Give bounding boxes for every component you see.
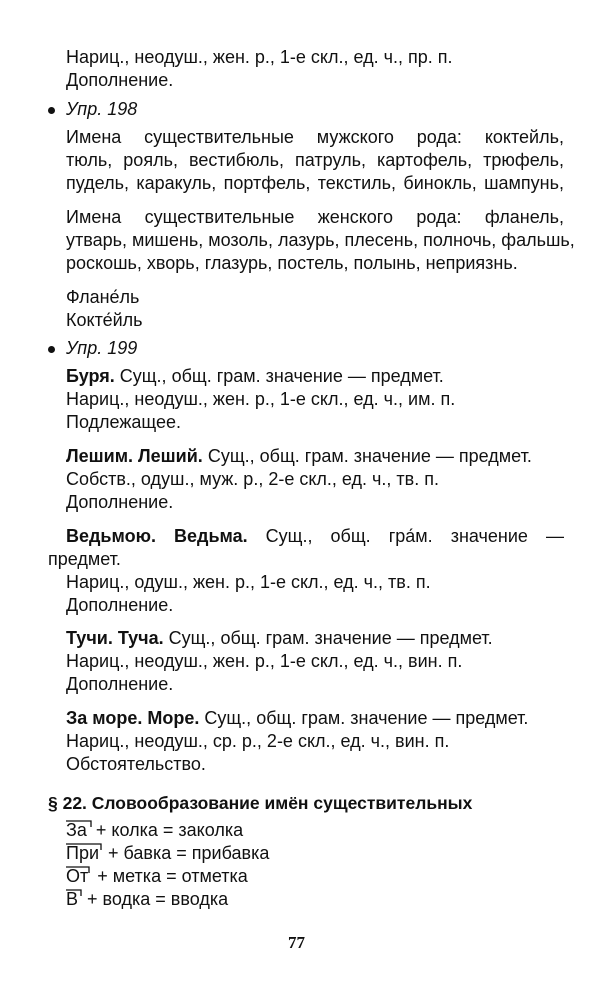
analysis-text: Сущ., общ. грам. значение — предмет. [163, 628, 493, 648]
example-rest: + колка = заколка [90, 820, 244, 840]
prefix-morpheme: За [66, 819, 91, 841]
paragraph-line: тюль, рояль, вестибюль, патруль, картофель, трюфель, [66, 150, 564, 170]
analysis-line: Нариц., неодуш., жен. р., 1-е скл., ед. ч., им. п. [66, 389, 456, 409]
section-title: § 22. Словообразование имён существительных [48, 793, 473, 813]
analysis-role: Дополнение. [66, 492, 174, 512]
analysis-header [66, 627, 493, 649]
stressed-word: Флане́ль [66, 287, 140, 307]
analysis-header [66, 707, 528, 729]
analysis-text: Сущ., общ. гра́м. значение — [247, 526, 564, 546]
analysis-role: Подлежащее. [66, 412, 182, 432]
analysis-line: Собств., одуш., муж. р., 2-е скл., ед. ч., тв. п. [66, 469, 439, 489]
analysis-role: Обстоятельство. [66, 754, 206, 774]
analysis-header [66, 445, 532, 467]
example-rest: + метка = отметка [92, 866, 248, 886]
prefix-morpheme: При [66, 842, 103, 864]
paragraph-line: пудель, каракуль, портфель, текстиль, бинокль, шампунь, [66, 173, 564, 193]
analysis-continuation: предмет. [48, 549, 121, 569]
prefix-mark-icon [65, 820, 95, 828]
word-formation-example [66, 842, 269, 864]
bullet-icon [48, 107, 55, 114]
example-rest: + бавка = прибавка [103, 843, 270, 863]
analysis-word: Ведьмою. Ведьма. [66, 526, 248, 546]
word-formation-example [66, 865, 248, 887]
bullet-icon [48, 346, 55, 353]
analysis-word: Лешим. Леший. [66, 446, 203, 466]
word-formation-example [66, 888, 228, 910]
grammar-role: Дополнение. [66, 70, 174, 90]
analysis-text: Сущ., общ. грам. значение — предмет. [202, 446, 532, 466]
example-rest: + водка = вводка [82, 889, 229, 909]
prefix-mark-icon [65, 889, 85, 897]
analysis-word: Тучи. Туча. [66, 628, 164, 648]
grammar-line: Нариц., неодуш., жен. р., 1-е скл., ед. ч., пр. п. [66, 47, 453, 67]
analysis-word: Буря. [66, 366, 115, 386]
prefix-morpheme: От [66, 865, 92, 887]
prefix-morpheme: В [66, 888, 82, 910]
analysis-role: Дополнение. [66, 674, 174, 694]
analysis-line: Нариц., неодуш., жен. р., 1-е скл., ед. ч., вин. п. [66, 651, 463, 671]
prefix-mark-icon [65, 843, 105, 851]
paragraph-line: утварь, мишень, мозоль, лазурь, плесень, полночь, фальшь, [66, 230, 575, 250]
exercise-heading: Упр. 198 [66, 99, 138, 119]
paragraph-line: Имена существительные женского рода: фланель, [66, 207, 564, 227]
exercise-heading: Упр. 199 [66, 338, 138, 358]
analysis-header [66, 525, 564, 547]
paragraph-line: роскошь, хворь, глазурь, постель, полынь, неприязнь. [66, 253, 518, 273]
paragraph-line: Имена существительные мужского рода: коктейль, [66, 127, 564, 147]
page-number: 77 [288, 933, 305, 952]
word-formation-example [66, 819, 243, 841]
analysis-line: Нариц., одуш., жен. р., 1-е скл., ед. ч., тв. п. [66, 572, 431, 592]
analysis-line: Нариц., неодуш., ср. р., 2-е скл., ед. ч., вин. п. [66, 731, 450, 751]
stressed-word: Кокте́йль [66, 310, 143, 330]
analysis-text: Сущ., общ. грам. значение — предмет. [114, 366, 444, 386]
analysis-word: За море. Море. [66, 708, 200, 728]
analysis-header [66, 365, 444, 387]
prefix-mark-icon [65, 866, 93, 874]
analysis-role: Дополнение. [66, 595, 174, 615]
analysis-text: Сущ., общ. грам. значение — предмет. [199, 708, 529, 728]
